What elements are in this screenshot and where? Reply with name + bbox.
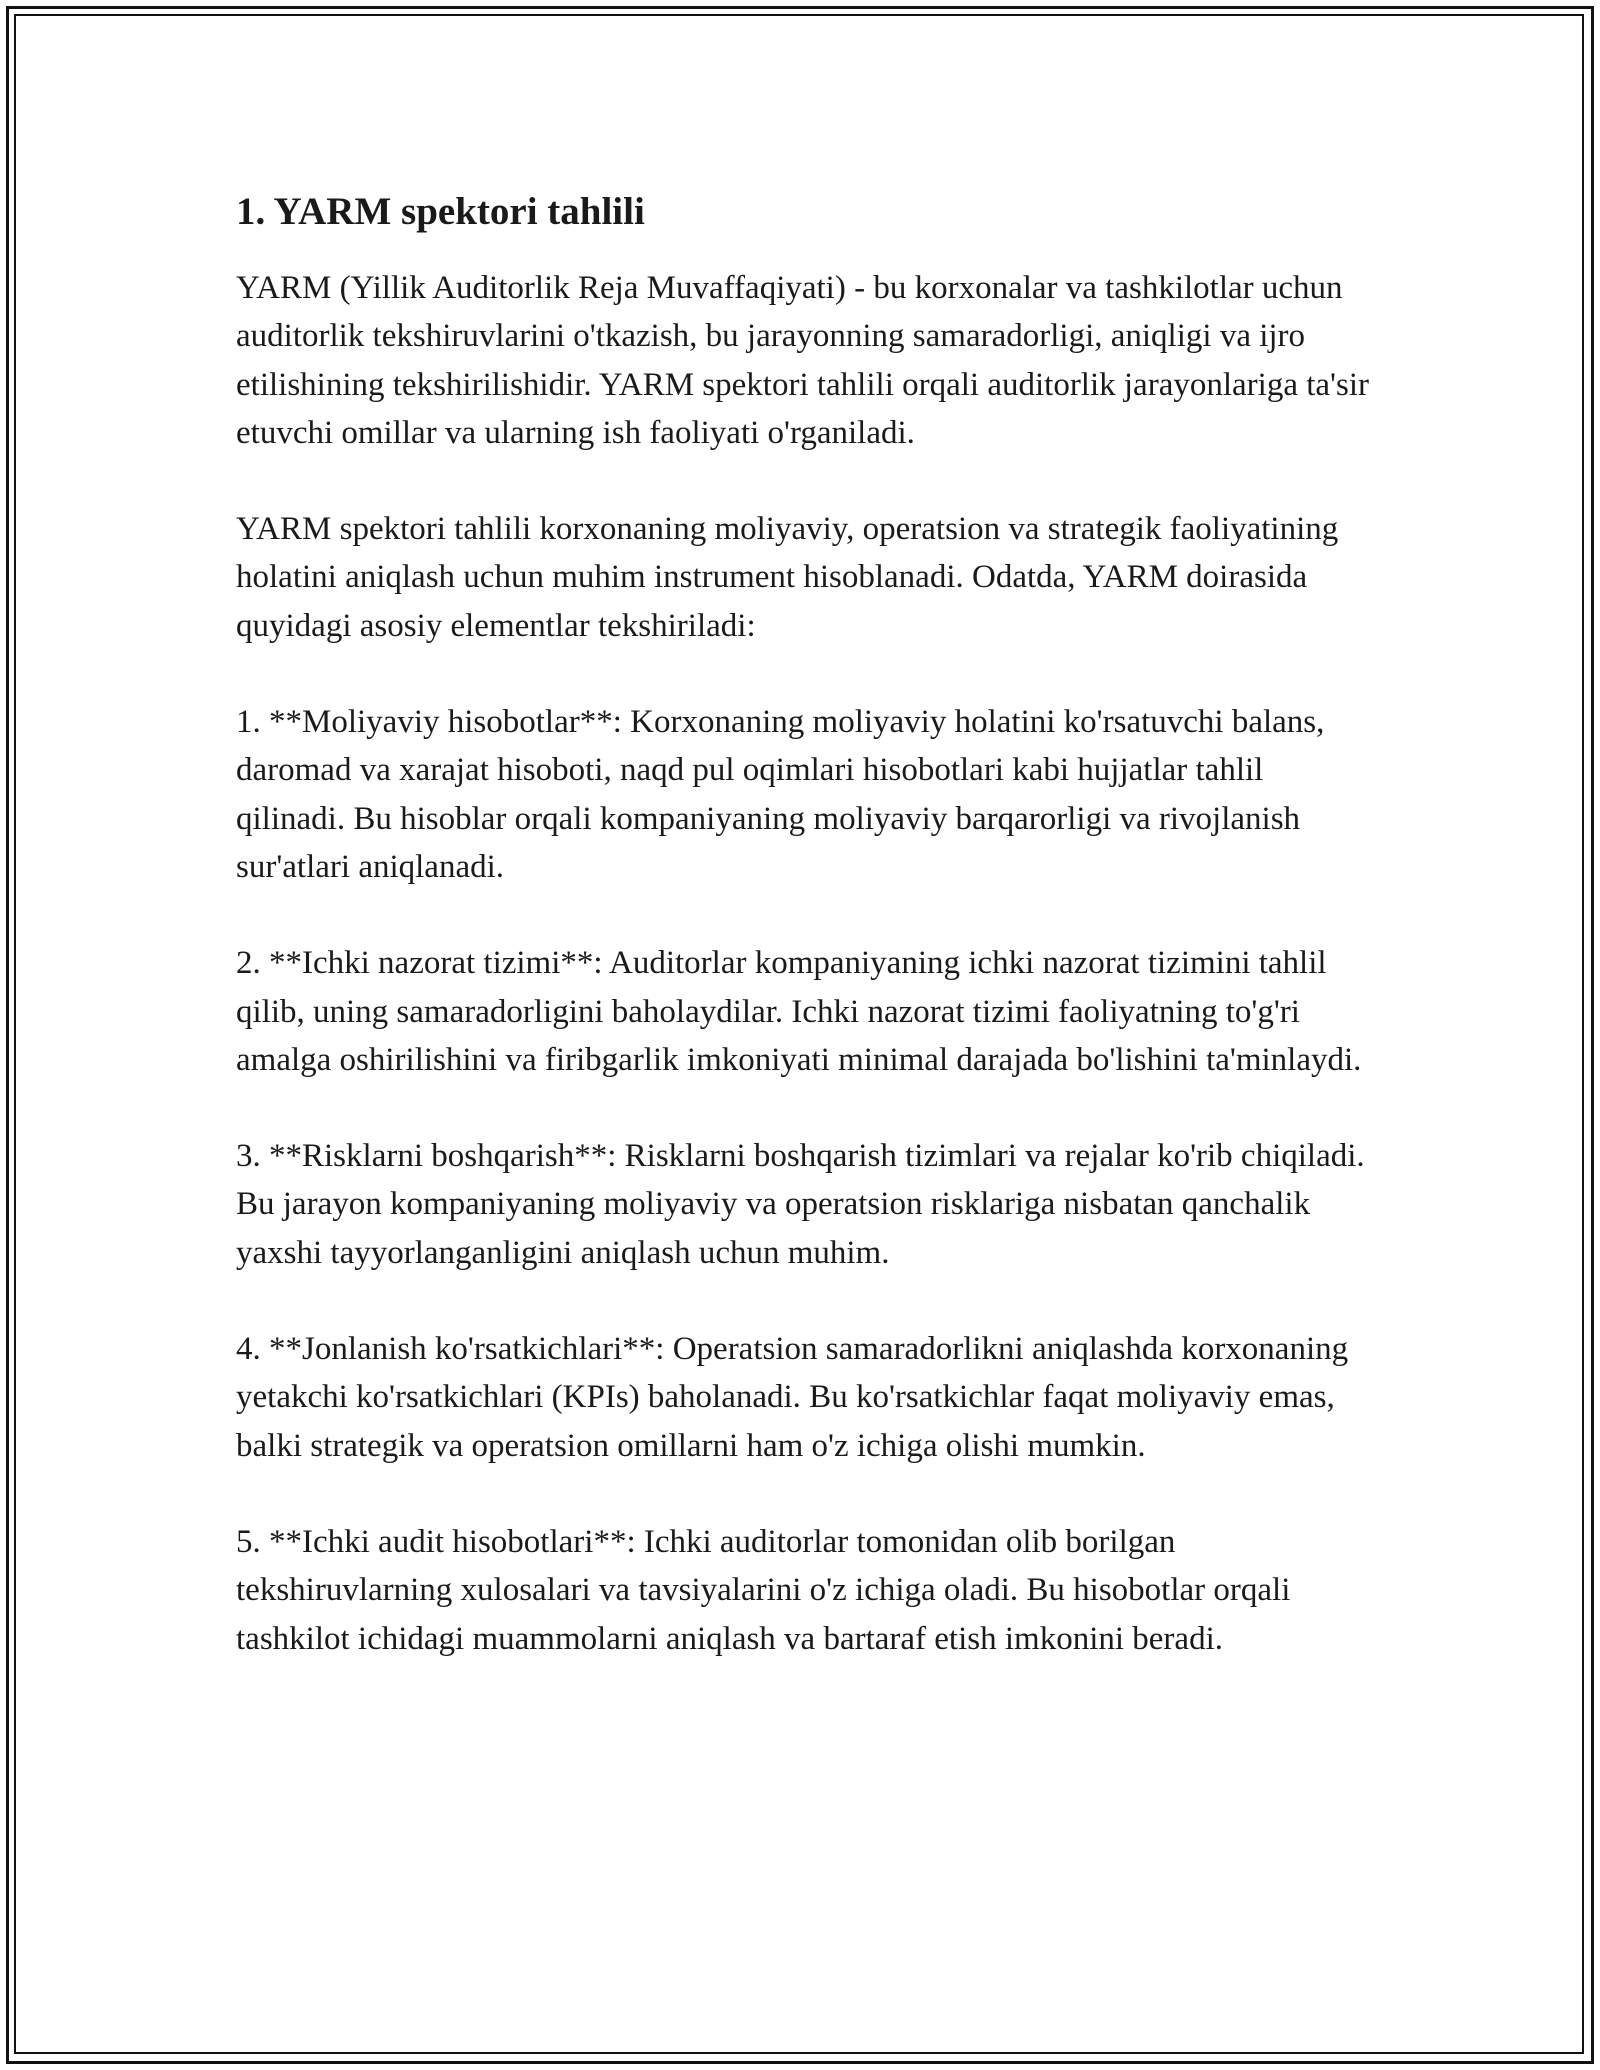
paragraph-overview: YARM spektori tahlili korxonaning moliyaviy, operatsion va strategik faoliyatining holatini aniqlash uchun muhim instrument hisoblanadi. Odatda, YARM doirasida quyidagi asosiy elementlar tekshiriladi:	[236, 511, 1339, 644]
list-item-financial-reports: 1. **Moliyaviy hisobotlar**: Korxonaning moliyaviy holatini ko'rsatuvchi balans, daromad va xarajat hisoboti, naqd pul oqimlari hisobotlari kabi hujjatlar tahlil qilinadi. Bu hisoblar orqali kompaniyaning moliyaviy barqarorligi va rivojlanish sur'atlari aniqlanadi.	[236, 704, 1325, 885]
list-item-internal-control: 2. **Ichki nazorat tizimi**: Auditorlar kompaniyaning ichki nazorat tizimini tahlil qilib, uning samaradorligini baholaydilar. Ichki nazorat tizimi faoliyatning to'g'ri amalga oshirilishini va firibgarlik imkoniyati minimal darajada bo'lishini ta'minlaydi.	[236, 945, 1362, 1078]
list-item-performance-indicators: 4. **Jonlanish ko'rsatkichlari**: Operatsion samaradorlikni aniqlashda korxonaning yetakchi ko'rsatkichlari (KPIs) baholanadi. Bu ko'rsatkichlar faqat moliyaviy emas, balki strategik va operatsion omillarni ham o'z ichiga olishi mumkin.	[236, 1331, 1349, 1464]
document-body	[236, 186, 1376, 1711]
list-item-internal-audit-reports: 5. **Ichki audit hisobotlari**: Ichki auditorlar tomonidan olib borilgan tekshiruvlarning xulosalari va tavsiyalarini o'z ichiga oladi. Bu hisobotlar orqali tashkilot ichidagi muammolarni aniqlash va bartaraf etish imkonini beradi.	[236, 1523, 1291, 1657]
document-title: 1. YARM spektori tahlili	[236, 190, 645, 233]
list-item-risk-management: 3. **Risklarni boshqarish**: Risklarni boshqarish tizimlari va rejalar ko'rib chiqiladi. Bu jarayon kompaniyaning moliyaviy va operatsion risklariga nisbatan qanchalik yaxshi tayyorlanganligini aniqlash uchun muhim.	[236, 1138, 1365, 1271]
paragraph-intro: YARM (Yillik Auditorlik Reja Muvaffaqiyati) - bu korxonalar va tashkilotlar uchun auditorlik tekshiruvlarini o'tkazish, bu jarayonning samaradorligi, aniqligi va ijro etilishining tekshirilishidir. YARM spektori tahlili orqali auditorlik jarayonlariga ta'sir etuvchi omillar va ularning ish faoliyati o'rganiladi.	[236, 270, 1369, 451]
